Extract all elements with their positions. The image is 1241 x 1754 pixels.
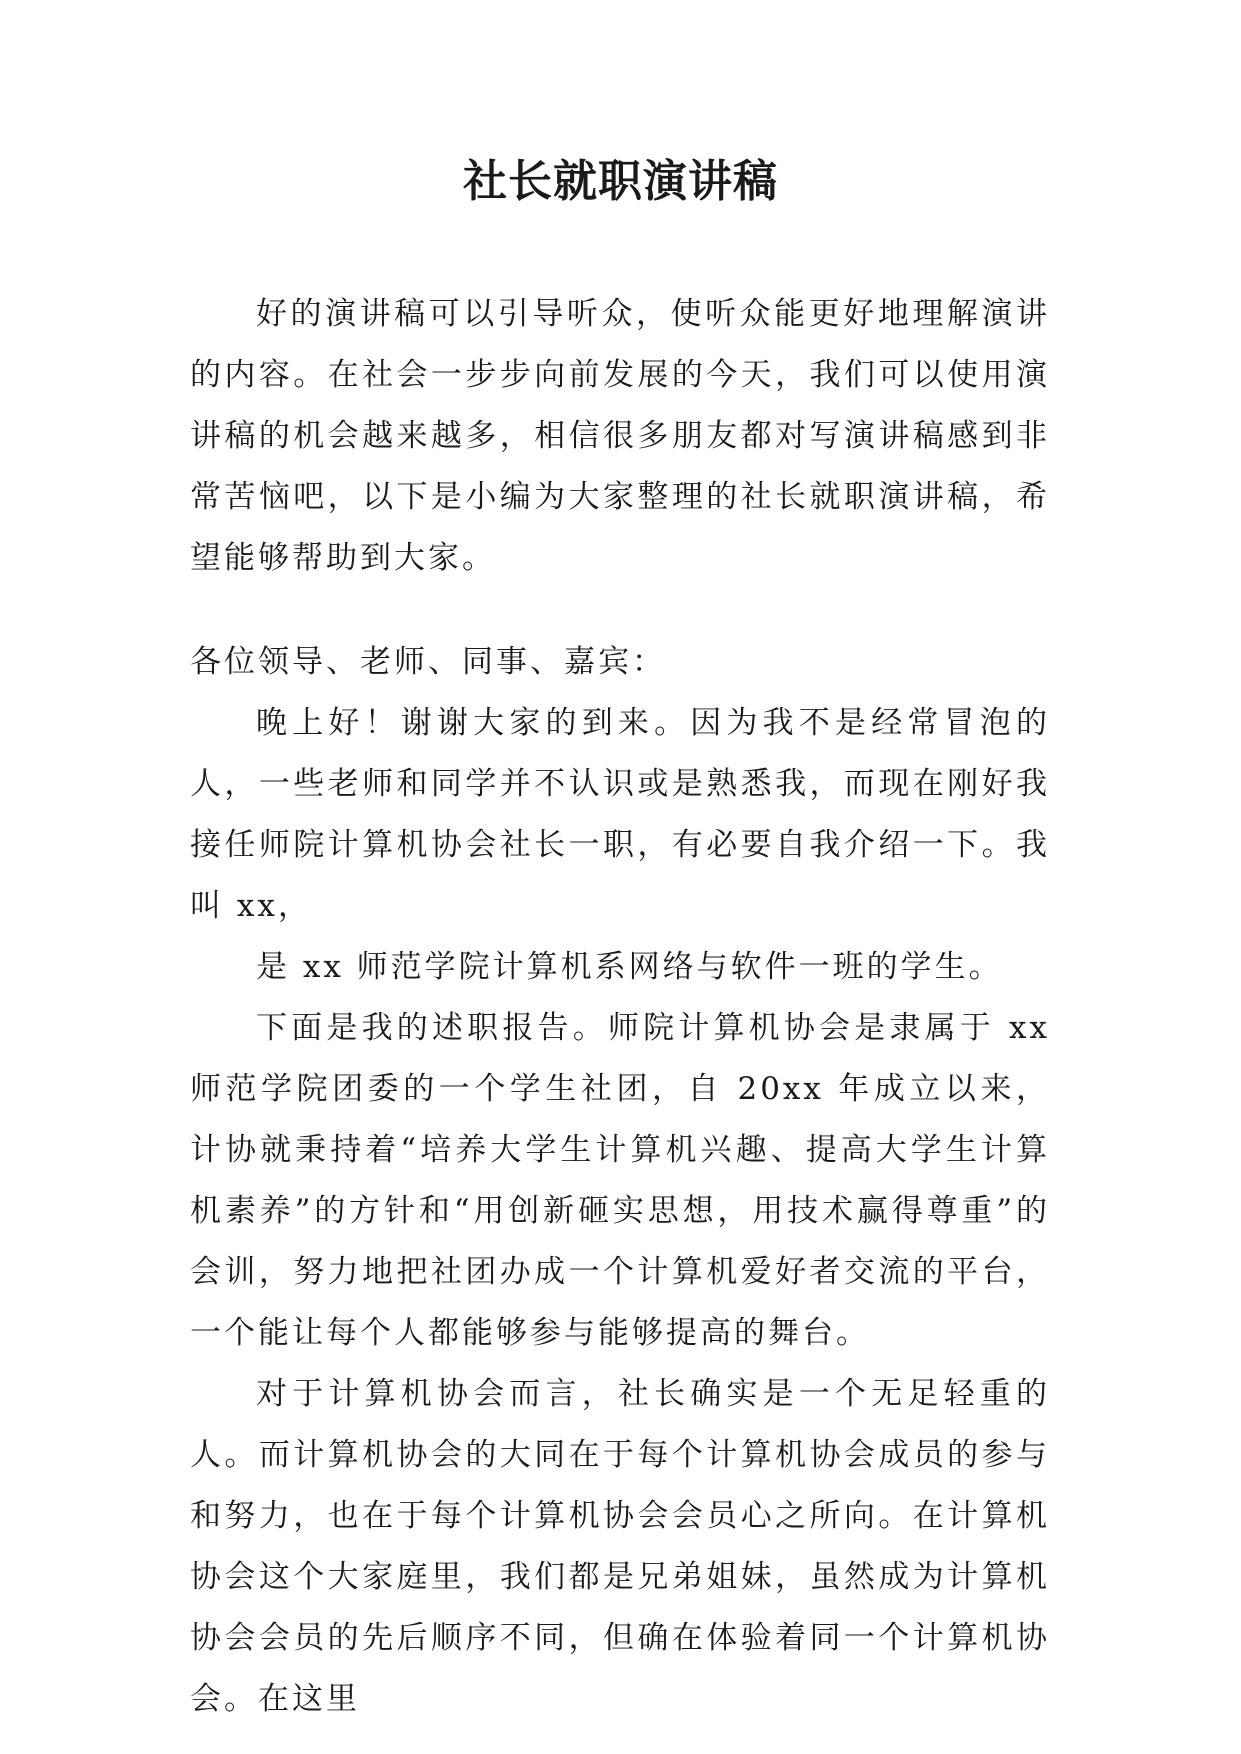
paragraph: 下面是我的述职报告。师院计算机协会是隶属于 xx 师范学院团委的一个学生社团，自 20xx 年成立以来，计协就秉持着“培养大学生计算机兴趣、提高大学生计算机素养”的方针和“用创新砸实思想，用技术赢得尊重”的会训，努力地把社团办成一个计算机爱好者交流的平台，一个能让每个人都能够参与能够提高的舞台。	[190, 1010, 1050, 1351]
speech-section	[190, 632, 1050, 1730]
paragraph: 是 xx 师范学院计算机系网络与软件一班的学生。	[256, 949, 1003, 985]
document-title: 社长就职演讲稿	[463, 156, 778, 207]
paragraph: 对于计算机协会而言，社长确实是一个无足轻重的人。而计算机协会的大同在于每个计算机协会成员的参与和努力，也在于每个计算机协会会员心之所向。在计算机协会这个大家庭里，我们都是兄弟姐妹，虽然成为计算机协会会员的先后顺序不同，但确在体验着同一个计算机协会。在这里	[190, 1376, 1050, 1717]
salutation: 各位领导、老师、同事、嘉宾：	[190, 644, 666, 680]
intro-section	[190, 284, 1050, 589]
intro-paragraph: 好的演讲稿可以引导听众，使听众能更好地理解演讲的内容。在社会一步步向前发展的今天，我们可以使用演讲稿的机会越来越多，相信很多朋友都对写演讲稿感到非常苦恼吧，以下是小编为大家整理的社长就职演讲稿，希望能够帮助到大家。	[190, 296, 1050, 576]
paragraph: 晚上好！谢谢大家的到来。因为我不是经常冒泡的人，一些老师和同学并不认识或是熟悉我，而现在刚好我接任师院计算机协会社长一职，有必要自我介绍一下。我叫 xx，	[190, 705, 1050, 924]
